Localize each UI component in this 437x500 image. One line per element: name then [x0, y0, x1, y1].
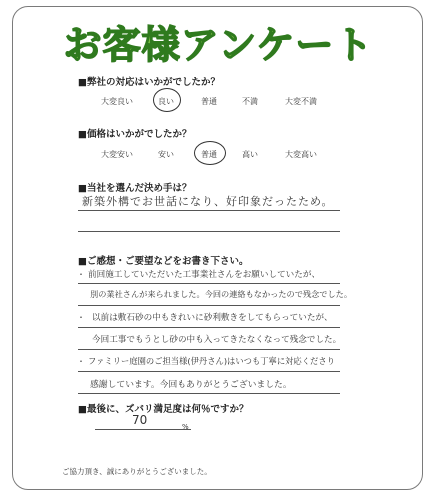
service-option-good: 良い [158, 97, 174, 106]
price-option-very-cheap: 大変安い [101, 150, 133, 159]
thank-you-note: ご協力頂き、誠にありがとうございました。 [62, 467, 212, 476]
selected-circle-service [153, 88, 181, 112]
question-price: ■価格はいかがでしたか？ [78, 129, 192, 140]
comment-line-5: ファミリー庭園のご担当様(伊丹さん)はいつも丁寧に対応くださり [88, 356, 335, 366]
satisfaction-line [95, 429, 191, 430]
question-service: ■弊社の対応はいかがでしたか？ [78, 77, 220, 88]
price-option-very-expensive: 大変高い [285, 150, 317, 159]
price-option-expensive: 高い [242, 150, 258, 159]
service-option-very-good: 大変良い [101, 97, 133, 106]
comment-rule-6 [78, 393, 340, 394]
comment-bullet: ・ [77, 357, 85, 366]
comment-rule-4 [78, 349, 340, 350]
survey-title: お客様アンケート [63, 23, 374, 67]
price-option-normal: 普通 [201, 150, 217, 159]
service-option-very-dissatisfied: 大変不満 [285, 97, 317, 106]
comment-rule-1 [78, 283, 340, 284]
comment-line-1: 前回施工していただいた工事業社さんをお願いしていたが、 [88, 270, 321, 280]
price-option-cheap: 安い [158, 150, 174, 159]
comment-rule-3 [78, 327, 340, 328]
comment-line-2: 別の業社さんが来られました。今回の連絡もなかったので残念でした。 [90, 289, 353, 299]
deciding-factor-answer: 新築外構でお世話になり、好印象だったため。 [82, 195, 334, 208]
satisfaction-value: 70 [132, 413, 148, 427]
comment-line-3: 以前は敷石砂の中もきれいに砂利敷きをしてもらっていたが、 [92, 313, 333, 323]
answer-line-2 [78, 231, 340, 232]
satisfaction-unit: % [182, 423, 189, 431]
selected-circle-price [194, 141, 226, 165]
question-satisfaction: ■最後に、ズバリ満足度は何％ですか？ [78, 404, 249, 415]
comment-bullet: ・ [77, 270, 85, 279]
comment-line-6: 感謝しています。今回もありがとうございました。 [90, 380, 292, 390]
service-option-dissatisfied: 不満 [242, 97, 258, 106]
comment-rule-2 [78, 305, 340, 306]
question-deciding-factor: ■当社を選んだ決め手は？ [78, 183, 192, 194]
answer-line-1 [78, 210, 340, 211]
service-option-normal: 普通 [201, 97, 217, 106]
comment-bullet: ・ [77, 313, 85, 322]
comment-line-4: 今回工事でもうとし砂の中も入ってきたなくなって残念でした。 [92, 335, 342, 345]
question-comments: ■ご感想・ご要望などをお書き下さい。 [78, 256, 249, 267]
comment-rule-5 [78, 371, 340, 372]
